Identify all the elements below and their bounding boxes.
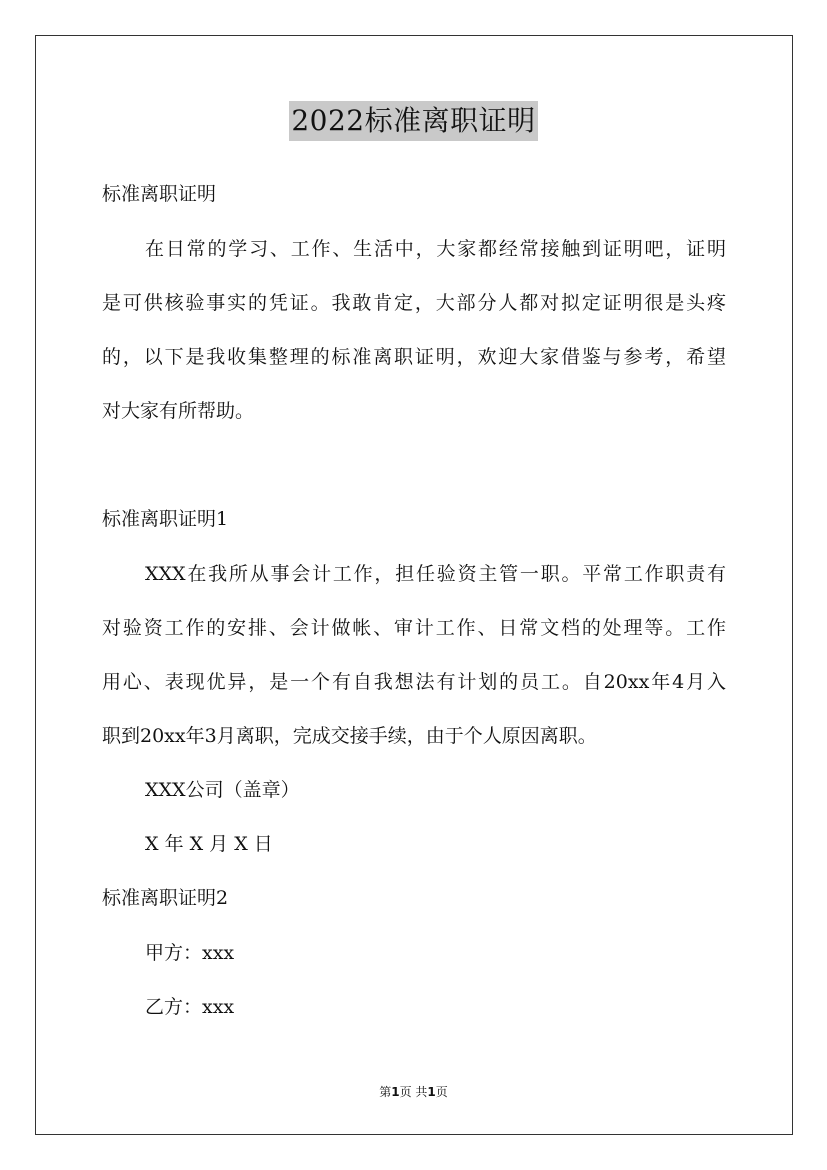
title-container [0,101,827,141]
section1-heading: 标准离职证明1 [102,508,229,530]
footer-page-suffix: 页 [435,1085,448,1099]
page-footer [0,1084,827,1100]
document-title: 2022标准离职证明 [289,101,537,141]
footer-total-pages: 1 [427,1085,436,1099]
section2-heading: 标准离职证明2 [102,887,229,909]
section1-date: X 年 X 月 X 日 [145,833,273,855]
intro-line-4: 对大家有所帮助。 [102,400,255,422]
section1-line-2: 对验资工作的安排、会计做帐、审计工作、日常文档的处理等。工作 [102,617,726,639]
section1-line-4: 职到20xx年3月离职，完成交接手续，由于个人原因离职。 [102,725,597,747]
intro-line-3: 的，以下是我收集整理的标准离职证明，欢迎大家借鉴与参考，希望 [102,346,726,368]
intro-line-1: 在日常的学习、工作、生活中，大家都经常接触到证明吧，证明 [145,238,726,260]
intro-heading: 标准离职证明 [102,183,217,205]
section1-line-1: XXX在我所从事会计工作，担任验资主管一职。平常工作职责有 [145,563,726,585]
footer-page-mid: 页 共 [399,1085,428,1099]
footer-page-number: 1 [391,1085,400,1099]
footer-page-prefix: 第 [379,1085,392,1099]
intro-line-2: 是可供核验事实的凭证。我敢肯定，大部分人都对拟定证明很是头疼 [102,292,726,314]
section2-party-b: 乙方：xxx [145,996,235,1018]
section1-company-seal: XXX公司（盖章） [145,779,300,801]
section1-line-3: 用心、表现优异，是一个有自我想法有计划的员工。自20xx年4月入 [102,671,726,693]
section2-party-a: 甲方：xxx [145,942,235,964]
